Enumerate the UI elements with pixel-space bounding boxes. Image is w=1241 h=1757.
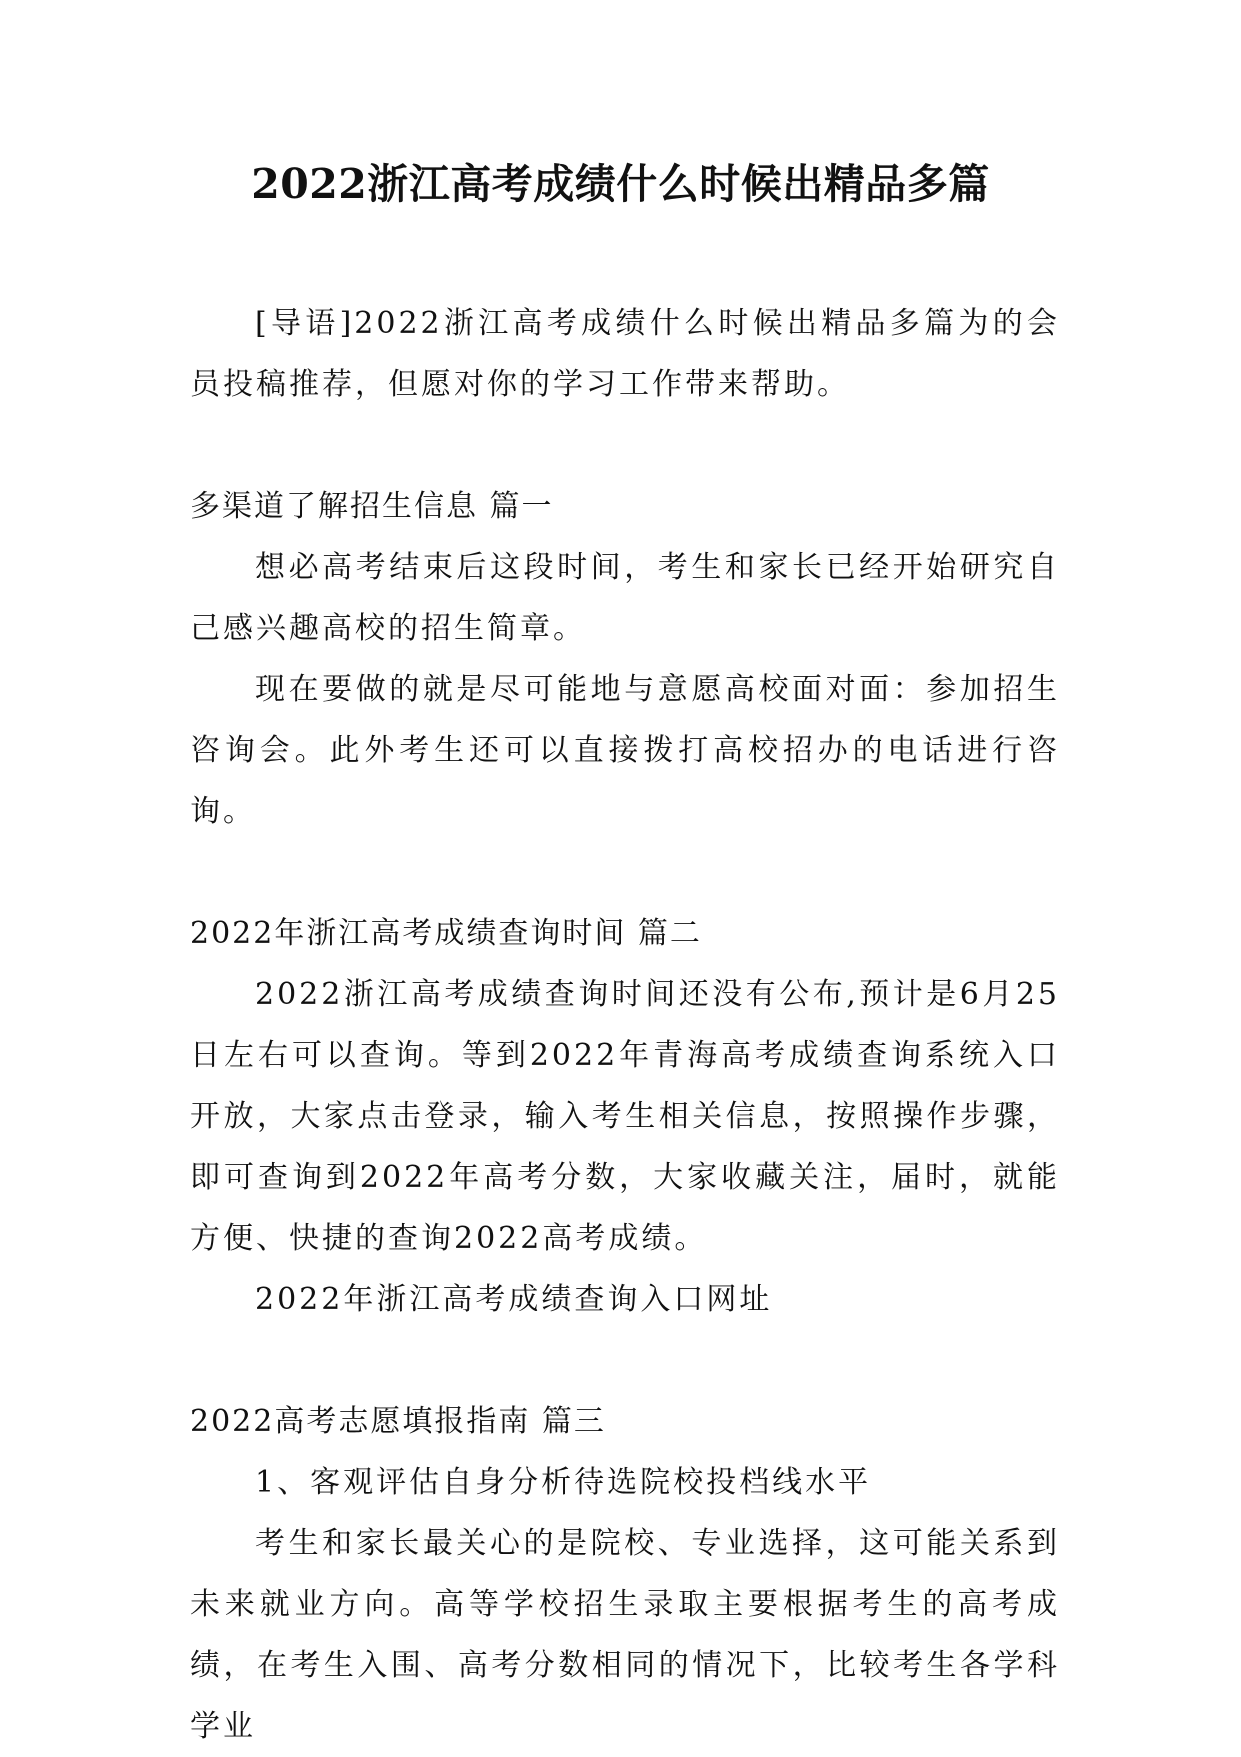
section-3	[190, 1391, 1060, 1757]
section-paragraph: 1、客观评估自身分析待选院校投档线水平	[255, 1465, 872, 1500]
document-body	[190, 293, 1060, 1757]
section-1	[190, 476, 1060, 842]
section-paragraph: 想必高考结束后这段时间，考生和家长已经开始研究自己感兴趣高校的招生简章。	[190, 550, 1060, 646]
section-2	[190, 903, 1060, 1330]
intro-paragraph: [导语]2022浙江高考成绩什么时候出精品多篇为的会员投稿推荐，但愿对你的学习工作带来帮助。	[190, 306, 1060, 402]
document-title: 2022浙江高考成绩什么时候出精品多篇	[251, 160, 990, 208]
section-gap	[190, 415, 1060, 476]
section-heading: 多渠道了解招生信息 篇一	[190, 489, 554, 524]
section-gap	[190, 1330, 1060, 1391]
section-heading: 2022高考志愿填报指南 篇三	[190, 1404, 606, 1439]
section-paragraph: 考生和家长最关心的是院校、专业选择，这可能关系到未来就业方向。高等学校招生录取主要根据考生的高考成绩，在考生入围、高考分数相同的情况下，比较考生各学科学业	[190, 1526, 1060, 1744]
section-paragraph: 2022浙江高考成绩查询时间还没有公布,预计是6月25日左右可以查询。等到2022年青海高考成绩查询系统入口开放，大家点击登录，输入考生相关信息，按照操作步骤，即可查询到2022年高考分数，大家收藏关注，届时，就能方便、快捷的查询2022高考成绩。	[190, 977, 1060, 1256]
section-heading: 2022年浙江高考成绩查询时间 篇二	[190, 916, 702, 951]
section-gap	[190, 842, 1060, 903]
section-paragraph: 2022年浙江高考成绩查询入口网址	[255, 1282, 773, 1317]
section-paragraph: 现在要做的就是尽可能地与意愿高校面对面：参加招生咨询会。此外考生还可以直接拨打高校招办的电话进行咨询。	[190, 672, 1060, 829]
